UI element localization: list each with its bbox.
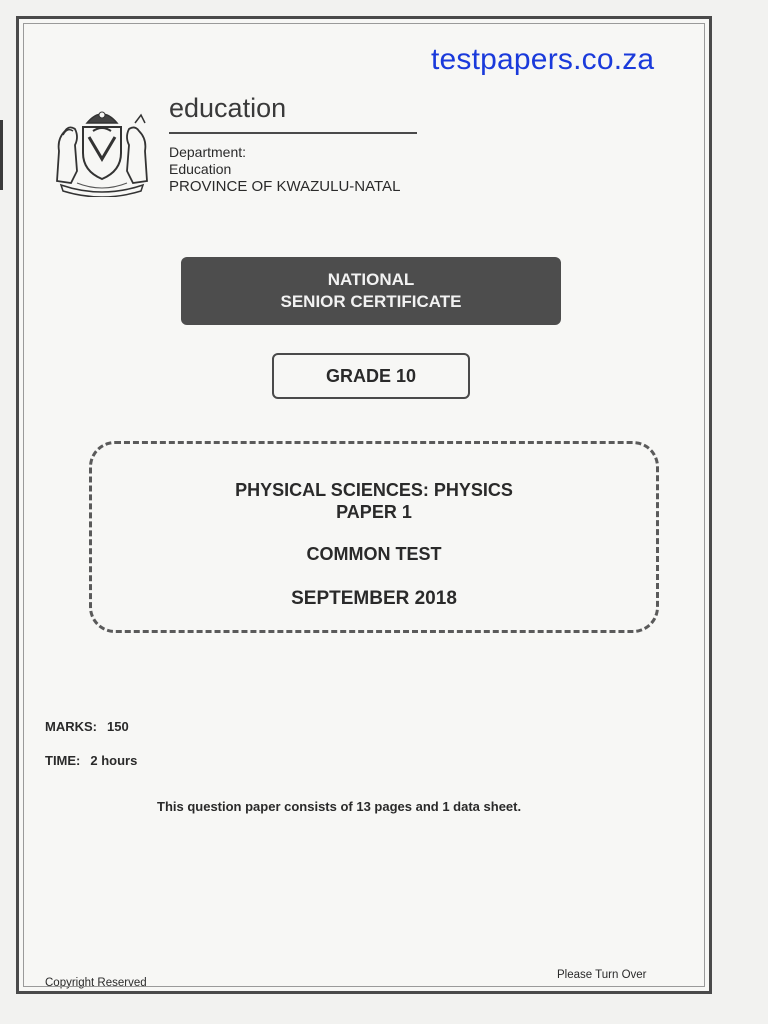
copyright-notice: Copyright Reserved [45, 977, 147, 989]
kwazulu-natal-coat-of-arms-icon [49, 101, 155, 197]
department-line-2: Education [169, 161, 232, 177]
subject-panel [89, 441, 659, 633]
marks-row [45, 719, 129, 734]
website-link[interactable]: testpapers.co.za [431, 43, 655, 76]
test-date: SEPTEMBER 2018 [291, 588, 457, 609]
certificate-line-2: SENIOR CERTIFICATE [280, 292, 462, 311]
exam-cover-page [16, 16, 712, 994]
time-row [45, 753, 137, 768]
test-type: COMMON TEST [306, 544, 442, 564]
marks-value: 150 [107, 719, 129, 734]
time-label: TIME: [45, 753, 81, 768]
subject-title: PHYSICAL SCIENCES: PHYSICS [235, 480, 513, 500]
education-wordmark: education [169, 93, 287, 123]
department-line-3: PROVINCE OF KWAZULU-NATAL [169, 178, 401, 195]
time-value: 2 hours [90, 753, 138, 768]
please-turn-over: Please Turn Over [557, 969, 647, 981]
page-count-note: This question paper consists of 13 pages and 1 data sheet. [157, 799, 522, 814]
department-block [169, 144, 400, 195]
department-line-1: Department: [169, 144, 247, 160]
certificate-banner [181, 257, 561, 325]
certificate-line-1: NATIONAL [327, 270, 415, 289]
paper-number: PAPER 1 [336, 502, 412, 522]
scan-edge-mark [0, 120, 3, 190]
header-divider [169, 132, 417, 134]
marks-label: MARKS: [45, 719, 97, 734]
grade-label: GRADE 10 [272, 353, 470, 399]
